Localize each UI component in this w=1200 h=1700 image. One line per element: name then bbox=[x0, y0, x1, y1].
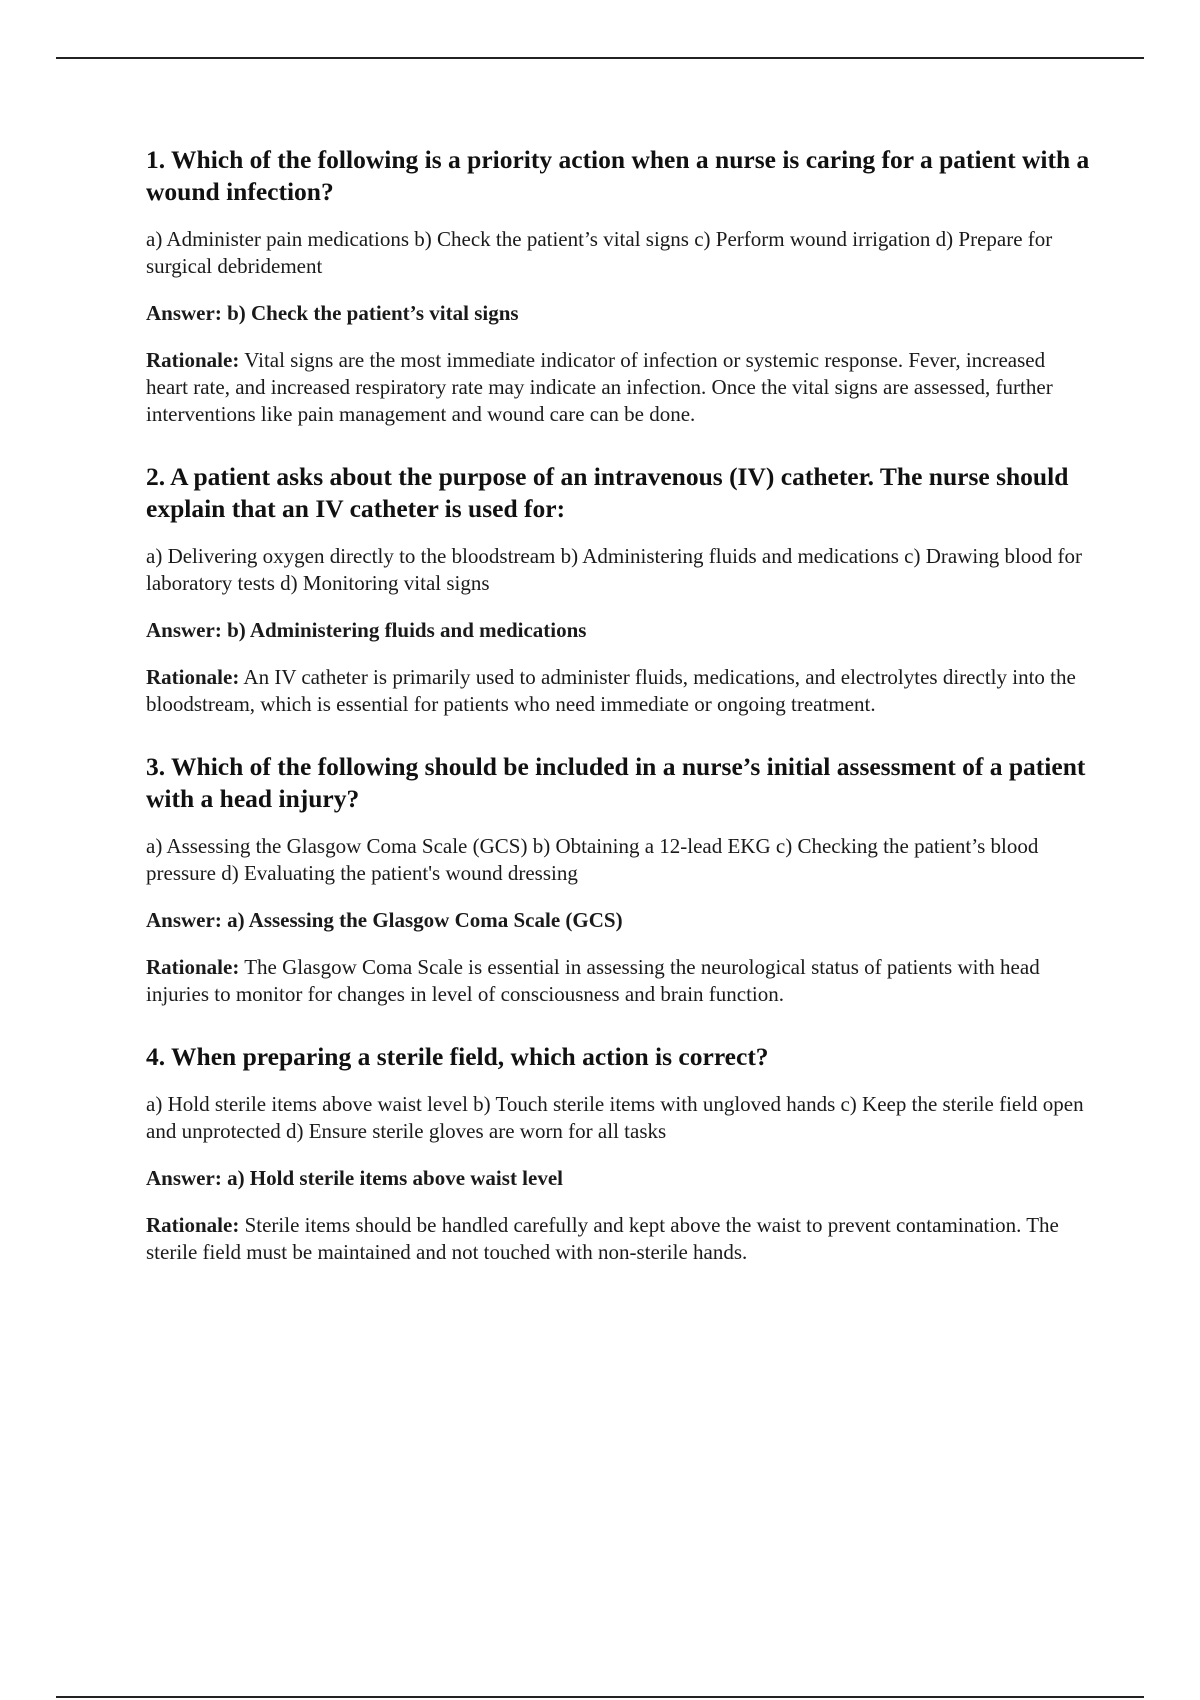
rationale bbox=[146, 954, 1091, 1008]
question-title: 1. Which of the following is a priority action when a nurse is caring for a patient with a wound infection? bbox=[146, 145, 1090, 206]
rationale-text: The Glasgow Coma Scale is essential in assessing the neurological status of patients with head injuries to monitor for changes in level of consciousness and brain function. bbox=[146, 955, 1040, 1006]
rationale-label: Rationale: bbox=[146, 955, 240, 979]
correct-answer: Answer: a) Assessing the Glasgow Coma Scale (GCS) bbox=[146, 908, 623, 932]
correct-answer: Answer: b) Check the patient’s vital signs bbox=[146, 301, 519, 325]
rationale-text: An IV catheter is primarily used to administer fluids, medications, and electrolytes directly into the bloodstream, which is essential for patients who need immediate or ongoing treatment. bbox=[146, 665, 1076, 716]
answer-options: a) Hold sterile items above waist level b) Touch sterile items with ungloved hands c) Keep the sterile field open and unprotected d) Ensure sterile gloves are worn for all tasks bbox=[146, 1092, 1084, 1143]
rationale bbox=[146, 1212, 1091, 1266]
answer-options: a) Administer pain medications b) Check the patient’s vital signs c) Perform wound irrigation d) Prepare for surgical debridement bbox=[146, 227, 1053, 278]
question-block bbox=[146, 751, 1091, 1008]
rationale-label: Rationale: bbox=[146, 348, 240, 372]
answer-options: a) Assessing the Glasgow Coma Scale (GCS) b) Obtaining a 12-lead EKG c) Checking the patient’s blood pressure d) Evaluating the patient's wound dressing bbox=[146, 834, 1039, 885]
question-block bbox=[146, 1041, 1091, 1266]
header-rule bbox=[56, 57, 1144, 59]
rationale-text: Vital signs are the most immediate indicator of infection or systemic response. Fever, increased heart rate, and increased respiratory rate may indicate an infection. Once the vital signs are assessed, further interventions like pain management and wound care can be done. bbox=[146, 348, 1053, 426]
footer-rule bbox=[56, 1696, 1144, 1698]
question-title: 4. When preparing a sterile field, which action is correct? bbox=[146, 1042, 769, 1071]
question-block bbox=[146, 461, 1091, 718]
answer-options: a) Delivering oxygen directly to the bloodstream b) Administering fluids and medications c) Drawing blood for laboratory tests d) Monitoring vital signs bbox=[146, 544, 1083, 595]
document-body bbox=[146, 144, 1091, 1299]
rationale-label: Rationale: bbox=[146, 1213, 240, 1237]
correct-answer: Answer: a) Hold sterile items above waist level bbox=[146, 1166, 563, 1190]
rationale-label: Rationale: bbox=[146, 665, 240, 689]
rationale bbox=[146, 664, 1091, 718]
correct-answer: Answer: b) Administering fluids and medications bbox=[146, 618, 587, 642]
rationale bbox=[146, 347, 1091, 428]
question-title: 2. A patient asks about the purpose of an intravenous (IV) catheter. The nurse should explain that an IV catheter is used for: bbox=[146, 462, 1069, 523]
question-block bbox=[146, 144, 1091, 428]
rationale-text: Sterile items should be handled carefully and kept above the waist to prevent contamination. The sterile field must be maintained and not touched with non-sterile hands. bbox=[146, 1213, 1059, 1264]
question-title: 3. Which of the following should be included in a nurse’s initial assessment of a patient with a head injury? bbox=[146, 752, 1086, 813]
